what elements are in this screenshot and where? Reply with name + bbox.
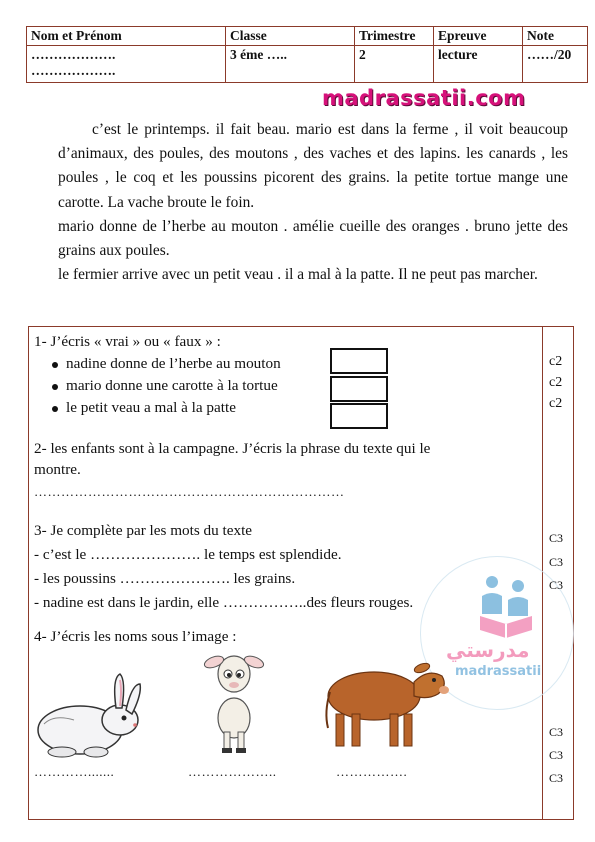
q4-answer-line-3[interactable]: ……………. (336, 764, 408, 779)
q3-code-3: C3 (549, 578, 564, 592)
q3-line-1[interactable]: - c’est le …………………. le temps est splendide. (34, 546, 342, 563)
header-name-label: Nom et Prénom (27, 27, 226, 46)
q1-item-1-text: nadine donne de l’herbe au mouton (66, 355, 281, 372)
q3-code-1: C3 (549, 531, 564, 545)
q1-answer-box-2[interactable] (330, 376, 388, 402)
q3-title: 3- Je complète par les mots du texte (34, 522, 253, 539)
q4-code-1: C3 (549, 725, 564, 739)
calf-image (322, 652, 452, 752)
header-trimester-label: Trimestre (355, 27, 434, 46)
lamb-image (200, 644, 268, 756)
q1-item-2 (52, 377, 278, 395)
q4-answer-line-1[interactable]: …………....... (34, 764, 115, 779)
watermark-arabic: مدرستي (446, 638, 530, 662)
q4-answer-line-2[interactable]: ……………….. (188, 764, 277, 779)
q2-title-line-1: 2- les enfants sont à la campagne. J’écris la phrase du texte qui le (34, 440, 431, 457)
name-line-1: ………………. (31, 47, 116, 62)
q3-line-3[interactable]: - nadine est dans le jardin, elle ……………..des fleurs rouges. (34, 594, 414, 611)
q4-code-2: C3 (549, 748, 564, 762)
story-paragraph-3: le fermier arrive avec un petit veau . il a mal à la patte. Il ne peut pas marcher. (58, 266, 538, 284)
story-paragraph-1: c’est le printemps. il fait beau. mario est dans la ferme , il voit beaucoup d’animaux, des poules, des moutons , des vaches et des lapins. les canards , les poules , le coq et les poussins picorent des grains. la petite tortue mange une carotte. La vache broute le foin. (58, 121, 568, 211)
header-table (26, 26, 588, 83)
watermark-latin: madrassatii (455, 664, 542, 679)
watermark-reader-icon (474, 572, 538, 638)
rabbit-image (32, 668, 144, 760)
q2-answer-line[interactable]: …………………………………………………………… (34, 484, 345, 499)
header-test-value: lecture (434, 46, 523, 83)
header-class-value: 3 éme ….. (226, 46, 355, 83)
q1-answer-box-1[interactable] (330, 348, 388, 374)
bullet-icon (52, 406, 58, 412)
header-name-value[interactable] (27, 46, 226, 83)
q1-item-1 (52, 355, 281, 373)
header-grade-value: ……/20 (523, 46, 588, 83)
header-trimester-value: 2 (355, 46, 434, 83)
q1-answer-box-3[interactable] (330, 403, 388, 429)
q4-code-3: C3 (549, 771, 564, 785)
header-class-label: Classe (226, 27, 355, 46)
reading-text (58, 118, 568, 287)
bullet-icon (52, 384, 58, 390)
q2-title-line-2: montre. (34, 461, 81, 478)
q1-item-2-text: mario donne une carotte à la tortue (66, 377, 278, 394)
header-test-label: Epreuve (434, 27, 523, 46)
q3-line-2[interactable]: - les poussins …………………. les grains. (34, 570, 296, 587)
q1-title: 1- J’écris « vrai » ou « faux » : (34, 333, 221, 350)
name-line-2: ………………. (31, 63, 116, 78)
q1-item-3 (52, 399, 236, 417)
q1-code-3: c2 (549, 396, 563, 411)
site-logo-text: madrassatii.com (322, 86, 526, 110)
q1-code-2: c2 (549, 375, 563, 390)
q4-title: 4- J’écris les noms sous l’image : (34, 628, 237, 645)
q1-item-3-text: le petit veau a mal à la patte (66, 399, 236, 416)
q3-code-2: C3 (549, 555, 564, 569)
bullet-icon (52, 362, 58, 368)
q1-code-1: c2 (549, 354, 563, 369)
story-paragraph-2: mario donne de l’herbe au mouton . amélie cueille des oranges . bruno jette des grains aux poules. (58, 217, 568, 260)
header-grade-label: Note (523, 27, 588, 46)
